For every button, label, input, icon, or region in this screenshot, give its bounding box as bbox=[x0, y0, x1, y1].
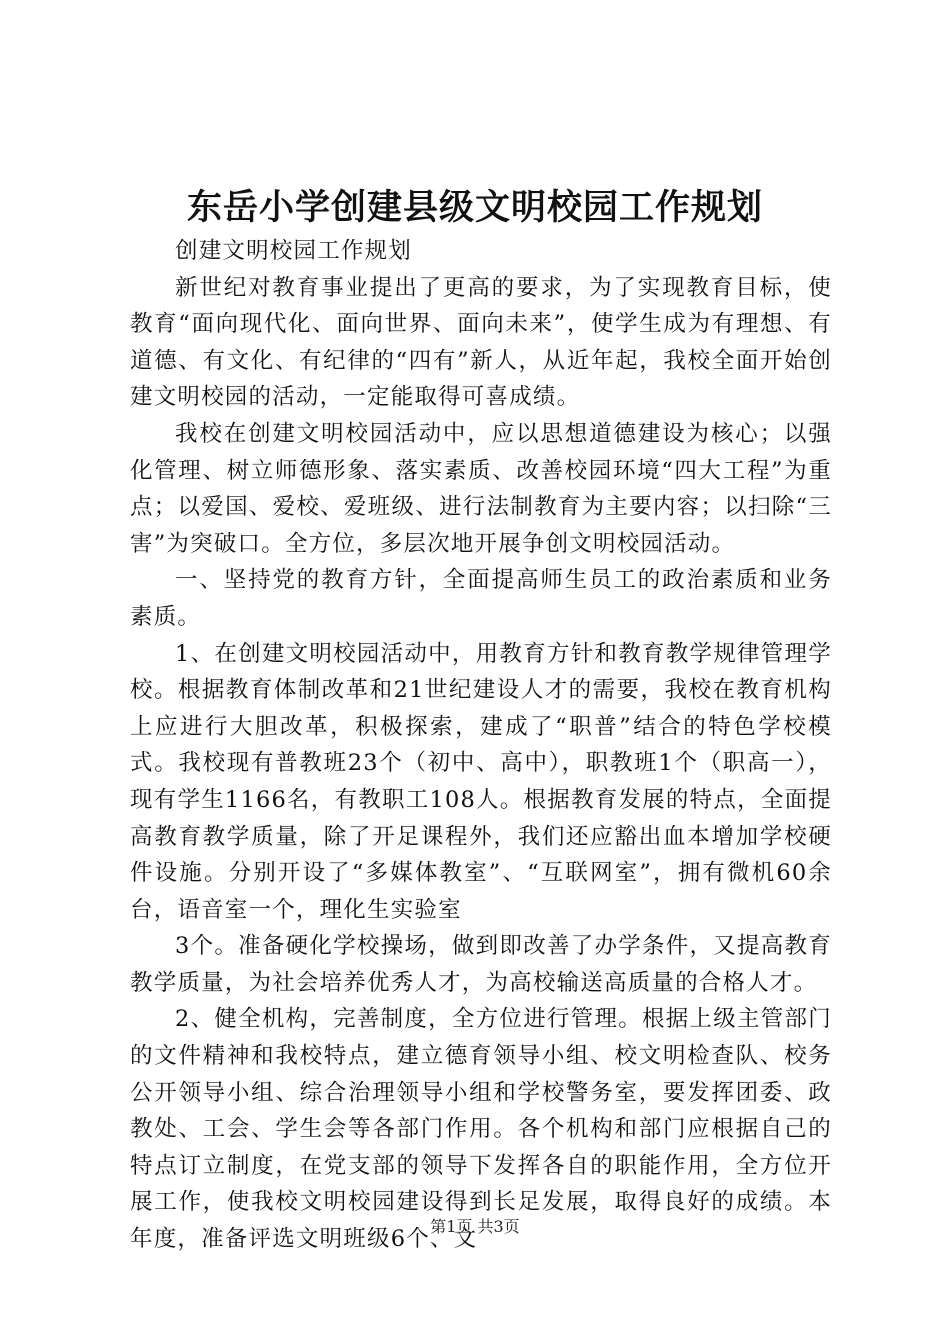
document-body bbox=[130, 233, 832, 1258]
paragraph-subtitle: 创建文明校园工作规划 bbox=[175, 238, 413, 264]
document-title: 东岳小学创建县级文明校园工作规划 bbox=[186, 187, 763, 228]
page-number-footer: 第1页 共3页 bbox=[430, 1217, 520, 1236]
paragraph: 3个。准备硬化学校操场，做到即改善了办学条件，又提高教育教学质量，为社会培养优秀人才，为高校输送高质量的合格人才。 bbox=[130, 933, 832, 996]
paragraph: 我校在创建文明校园活动中，应以思想道德建设为核心；以强化管理、树立师德形象、落实素质、改善校园环境“四大工程”为重点；以爱国、爱校、爱班级、进行法制教育为主要内容；以扫除“三害”为突破口。全方位，多层次地开展争创文明校园活动。 bbox=[130, 420, 832, 557]
section-heading: 一、坚持党的教育方针，全面提高师生员工的政治素质和业务素质。 bbox=[130, 567, 832, 630]
paragraph: 新世纪对教育事业提出了更高的要求，为了实现教育目标，使教育“面向现代化、面向世界、面向未来”，使学生成为有理想、有道德、有文化、有纪律的“四有”新人，从近年起，我校全面开始创建文明校园的活动，一定能取得可喜成绩。 bbox=[130, 274, 832, 411]
paragraph: 2、健全机构，完善制度，全方位进行管理。根据上级主管部门的文件精神和我校特点，建立德育领导小组、校文明检查队、校务公开领导小组、综合治理领导小组和学校警务室，要发挥团委、政教处、工会、学生会等各部门作用。各个机构和部门应根据自己的特点订立制度，在党支部的领导下发挥各自的职能作用，全方位开展工作，使我校文明校园建设得到长足发展，取得良好的成绩。本年度，准备评选文明班级6个、文 bbox=[130, 1006, 832, 1253]
paragraph: 1、在创建文明校园活动中，用教育方针和教育教学规律管理学校。根据教育体制改革和21世纪建设人才的需要，我校在教育机构上应进行大胆改革，积极探索，建成了“职普”结合的特色学校模式。我校现有普教班23个（初中、高中），职教班1个（职高一），现有学生1166名，有教职工108人。根据教育发展的特点，全面提高教育教学质量，除了开足课程外，我们还应豁出血本增加学校硬件设施。分别开设了“多媒体教室”、“互联网室”，拥有微机60余台，语音室一个，理化生实验室 bbox=[130, 640, 832, 923]
